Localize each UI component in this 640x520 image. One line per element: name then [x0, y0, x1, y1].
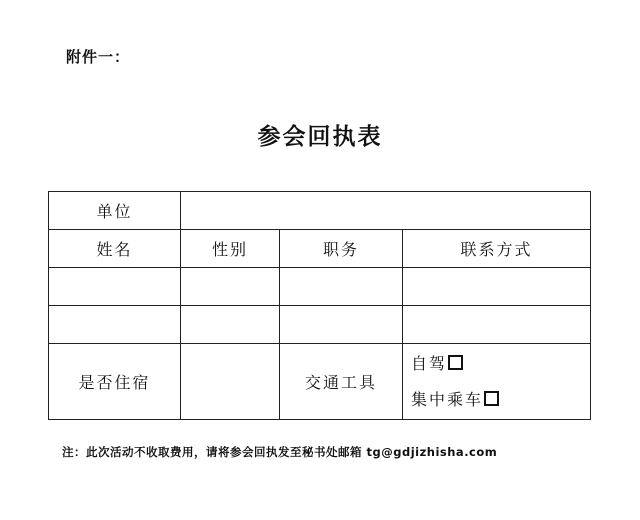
accommodation-transport-row [49, 344, 591, 420]
contact-field[interactable] [403, 306, 591, 344]
header-position: 职务 [280, 230, 403, 268]
position-field[interactable] [280, 268, 403, 306]
self-drive-label: 自驾 [411, 353, 448, 373]
accommodation-label: 是否住宿 [49, 344, 181, 420]
transport-option-group-bus[interactable] [411, 382, 590, 418]
name-field[interactable] [49, 306, 181, 344]
header-row [49, 230, 591, 268]
contact-field[interactable] [403, 268, 591, 306]
header-name: 姓名 [49, 230, 181, 268]
self-drive-checkbox[interactable] [448, 355, 463, 370]
position-field[interactable] [280, 306, 403, 344]
footer-note: 注：此次活动不收取费用，请将参会回执发至秘书处邮箱 tg@gdjizhisha.com [62, 445, 498, 459]
accommodation-field[interactable] [181, 344, 280, 420]
page-title: 参会回执表 [257, 124, 383, 150]
group-bus-label: 集中乘车 [411, 389, 484, 409]
group-bus-checkbox[interactable] [484, 391, 499, 406]
transport-label: 交通工具 [280, 344, 403, 420]
gender-field[interactable] [181, 306, 280, 344]
gender-field[interactable] [181, 268, 280, 306]
transport-options [403, 344, 591, 420]
header-gender: 性别 [181, 230, 280, 268]
attachment-label: 附件一： [66, 48, 131, 66]
name-field[interactable] [49, 268, 181, 306]
header-contact: 联系方式 [403, 230, 591, 268]
unit-field[interactable] [181, 192, 591, 230]
unit-row [49, 192, 591, 230]
table-row [49, 268, 591, 306]
table-row [49, 306, 591, 344]
transport-option-self-drive[interactable] [411, 346, 590, 382]
receipt-form-table [48, 191, 591, 420]
unit-label: 单位 [49, 192, 181, 230]
